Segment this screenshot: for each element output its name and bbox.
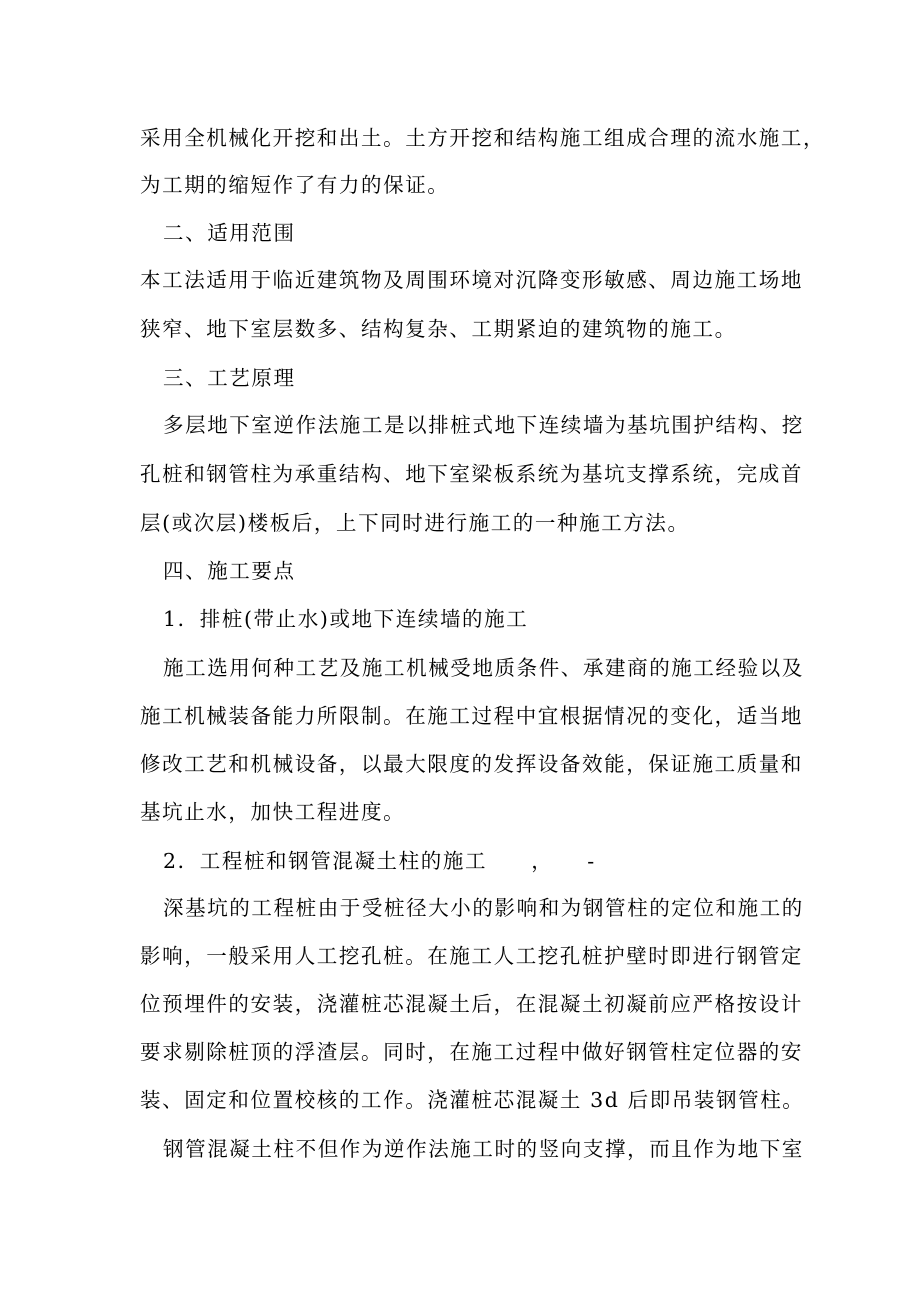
section-heading: 二、适用范围 [163, 221, 296, 245]
text-line: 多层地下室逆作法施工是以排桩式地下连续墙为基坑围护结构、挖 [163, 413, 804, 437]
text-line: 层(或次层)楼板后，上下同时进行施工的一种施工方法。 [140, 511, 690, 535]
subsection-heading: 2．工程桩和钢管混凝土柱的施工 ， - [163, 849, 596, 873]
text-line: 施工机械装备能力所限制。在施工过程中宜根据情况的变化，适当地 [140, 704, 803, 728]
text-line: 位预埋件的安装，浇灌桩芯混凝土后，在混凝土初凝前应严格按设计 [140, 992, 803, 1016]
text-line: 狭窄、地下室层数多、结构复杂、工期紧迫的建筑物的施工。 [140, 317, 737, 341]
subsection-heading: 1．排桩(带止水)或地下连续墙的施工 [163, 607, 529, 631]
text-line: 本工法适用于临近建筑物及周围环境对沉降变形敏感、周边施工场地 [140, 268, 803, 292]
text-line: 装、固定和位置校核的工作。浇灌桩芯混凝土 3d 后即吊装钢管柱。 [140, 1088, 805, 1112]
text-line: 施工选用何种工艺及施工机械受地质条件、承建商的施工经验以及 [163, 656, 804, 680]
section-heading: 四、施工要点 [163, 559, 296, 583]
text-line: 要求剔除桩顶的浮渣层。同时，在施工过程中做好钢管柱定位器的安 [140, 1040, 803, 1064]
text-line: 钢管混凝土柱不但作为逆作法施工时的竖向支撑，而且作为地下室 [163, 1137, 804, 1161]
text-line: 为工期的缩短作了有力的保证。 [140, 173, 450, 197]
text-line: 深基坑的工程桩由于受桩径大小的影响和为钢管柱的定位和施工的 [163, 896, 804, 920]
text-line: 修改工艺和机械设备，以最大限度的发挥设备效能，保证施工质量和 [140, 752, 803, 776]
text-line: 采用全机械化开挖和出土。土方开挖和结构施工组成合理的流水施工， [140, 126, 826, 150]
text-line: 影响，一般采用人工挖孔桩。在施工人工挖孔桩护壁时即进行钢管定 [140, 944, 803, 968]
section-heading: 三、工艺原理 [163, 366, 296, 390]
text-line: 基坑止水，加快工程进度。 [140, 800, 406, 824]
text-line: 孔桩和钢管柱为承重结构、地下室梁板系统为基坑支撑系统，完成首 [140, 462, 803, 486]
